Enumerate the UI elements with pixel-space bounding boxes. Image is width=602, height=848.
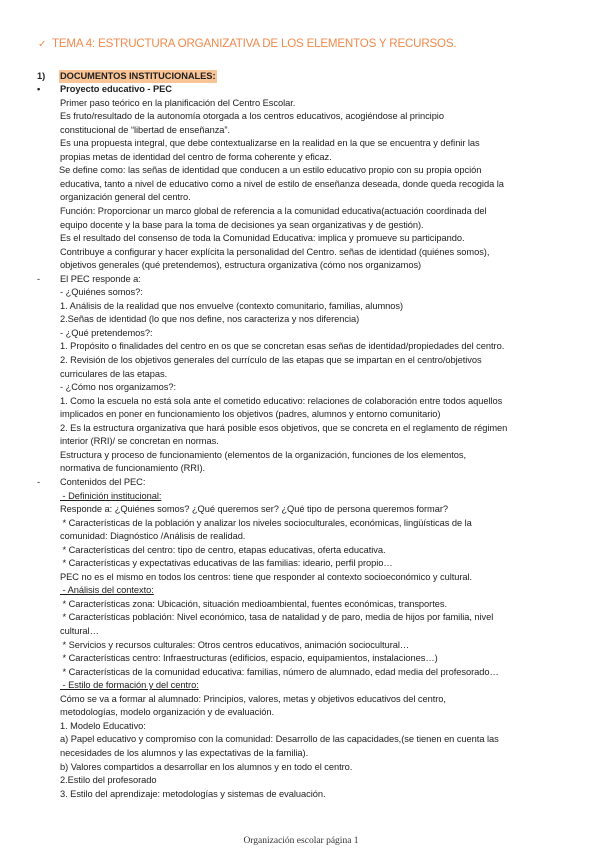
line-text: 1. Análisis de la realidad que nos envuelve (contexto comunitario, familias, alumnos) [60,300,404,311]
bullet-icon: • [37,84,41,94]
dash-marker: - [37,476,41,487]
line-text: Primer paso teórico en la planificación del Centro Escolar. [60,97,296,108]
section-heading-text: DOCUMENTOS INSTITUCIONALES: [60,71,216,81]
subheading: - Análisis del contexto: [60,585,154,596]
line-text: Es el resultado del consenso de toda la Comunidad Educativa: implica y promueve su participando. [60,233,465,244]
line-text: 2. Es la estructura organizativa que hará posible esos objetivos, que se concreta en el reglamento de régimen [60,422,508,433]
line-text: metodologías, modelo organización y de evaluación. [60,707,275,718]
line-text: - ¿Quiénes somos?: [60,287,143,298]
section-number: 1) [37,71,46,81]
subheading: - Definición institucional: [60,490,162,501]
line-text: * Características zona: Ubicación, situación medioambiental, fuentes económicas, transportes. [60,598,447,609]
line-text: propias metas de identidad del centro de forma coherente y eficaz. [60,151,332,162]
subheading: - Estilo de formación y del centro: [60,680,199,691]
line-text: comunidad: Diagnóstico /Análisis de realidad. [60,531,246,542]
line-text: 2. Revisión de los objetivos generales del currículo de las etapas que se impartan en el centro/objetivos [60,355,482,365]
line-text: * Servicios y recursos culturales: Otros centros educativos, animación sociocultural… [60,639,410,650]
item-heading: Proyecto educativo - PEC [60,84,172,94]
line-text: - ¿Qué pretendemos?: [60,327,153,338]
line-text: objetivos generales (qué pretendemos), estructura organizativa (cómo nos organizamos) [60,260,422,271]
line-text: * Características del centro: tipo de centro, etapas educativas, oferta educativa. [60,544,386,555]
line-text: El PEC responde a: [60,273,141,284]
line-text: * Características población: Nivel económico, tasa de natalidad y de paro, media de hijos por familia, nivel [60,612,494,623]
line-text: 1. Propósito o finalidades del centro en os que se concretan esas señas de identidad/propiedades del centro. [60,341,505,352]
line-text: Contenidos del PEC: [60,476,146,487]
line-text: 2.Estilo del profesorado [60,775,157,786]
line-text: educativa, tanto a nivel de educativo como a nivel de estilo de enseñanza deseada, donde queda recogida la [60,178,504,189]
line-text: curriculares de las etapas. [60,368,168,379]
line-text: * Características centro: Infraestructuras (edificios, espacio, equipamientos, instalaciones…) [60,653,438,664]
line-text: necesidades de los alumnos y las expectativas de la familia). [60,747,309,758]
line-text: Responde a: ¿Quiénes somos? ¿Qué queremos ser? ¿Qué tipo de persona queremos formar? [60,504,449,515]
dash-marker: - [37,273,41,284]
line-text: * Características de la población y analizar los niveles socioculturales, económicas, lingüísticas de la [60,517,472,528]
line-text: organización general del centro. [60,192,191,203]
line-text: PEC no es el mismo en todos los centros: tiene que responder al contexto socioeconómico y cultural. [60,571,473,582]
line-text: Contribuye a configurar y hacer explícita la personalidad del Centro. señas de identidad (quiénes somos), [60,246,490,257]
title-text: TEMA 4: ESTRUCTURA ORGANIZATIVA DE LOS ELEMENTOS Y RECURSOS. [52,37,457,50]
page-footer: Organización escolar página 1 [243,836,359,846]
line-text: Es una propuesta integral, que debe contextualizarse en la realidad en la que se encuentra y definir las [60,138,480,149]
line-text: Estructura y proceso de funcionamiento (elementos de la organización, funciones de los elementos, [60,449,466,460]
line-text: Se define como: las señas de identidad que conducen a un estilo educativo propio con su propia opción [59,165,482,176]
check-icon: ✓ [38,39,47,50]
line-text: Es fruto/resultado de la autonomía otorgada a los centros educativos, acogiéndose al principio [60,111,444,122]
line-text: 1. Como la escuela no está sola ante el cometido educativo: relaciones de colaboración entre todos aquellos [60,395,503,406]
line-text: normativa de funcionamiento (RRI). [60,463,206,474]
line-text: interior (RRI)/ se concretan en normas. [60,436,219,447]
line-text: cultural… [60,626,99,636]
document-title [38,37,456,50]
line-text: constitucional de “libertad de enseñanza”. [60,124,231,135]
line-text: - ¿Cómo nos organizamos?: [60,382,177,393]
line-text: 2.Señas de identidad (lo que nos define, nos caracteriza y nos diferencia) [60,314,360,325]
line-text: equipo docente y la base para la toma de decisiones ya sean organizativas y de gestión). [60,219,424,230]
line-text: implicados en poner en funcionamiento los objetivos (padres, alumnos y entorno comunitario) [60,409,441,420]
line-text: * Características y expectativas educativas de las familias: ideario, perfil propio… [60,558,393,569]
line-text: Cómo se va a formar al alumnado: Principios, valores, metas y objetivos educativos del centro, [60,693,446,704]
line-text: Función: Proporcionar un marco global de referencia a la comunidad educativa(actuación coordinada del [60,205,487,216]
line-text: * Características de la comunidad educativa: familias, número de alumnado, edad media del profesorado… [60,666,499,677]
line-text: 1. Modelo Educativo: [60,720,146,731]
line-text: 3. Estilo del aprendizaje: metodologías y sistemas de evaluación. [60,788,326,799]
line-text: a) Papel educativo y compromiso con la comunidad: Desarrollo de las capacidades,(se tienen en cuenta las [60,734,499,745]
line-text: b) Valores compartidos a desarrollar en los alumnos y en todo el centro. [60,761,353,772]
